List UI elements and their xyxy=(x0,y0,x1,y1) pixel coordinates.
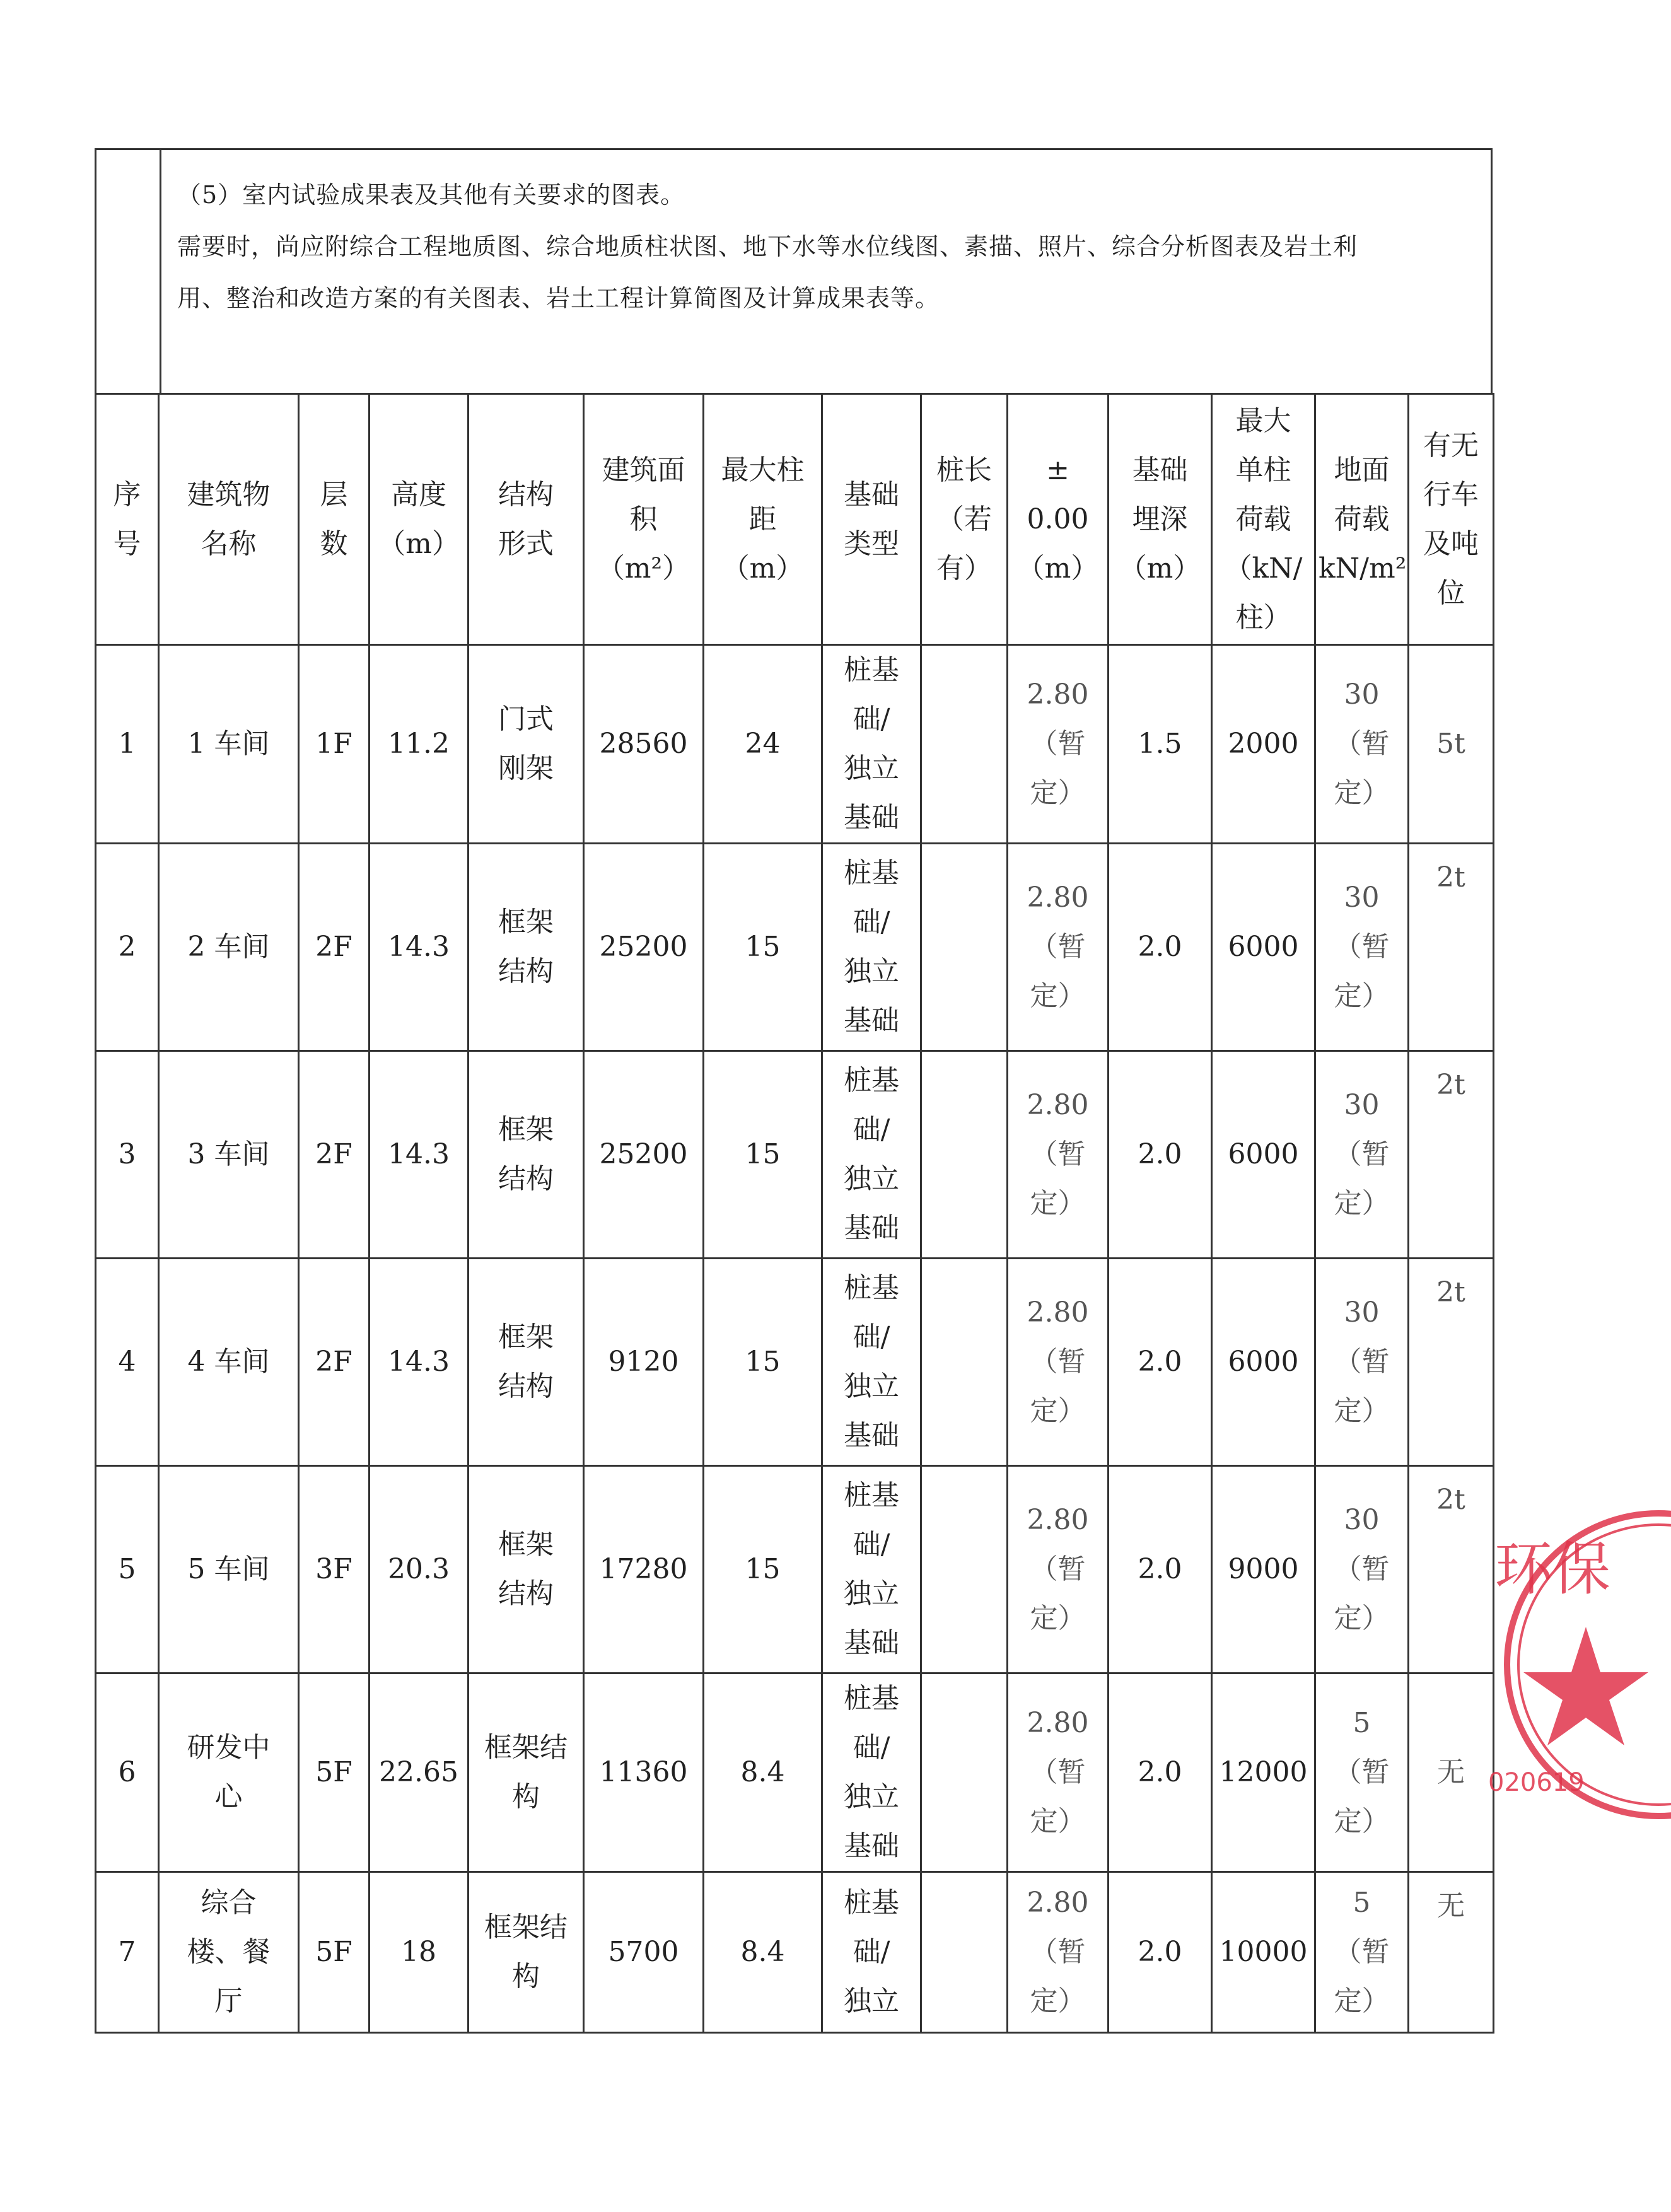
table-row xyxy=(96,844,1494,1051)
cell-line: 构 xyxy=(512,1960,540,1993)
cell-ground xyxy=(1315,1674,1409,1872)
cell-ground xyxy=(1315,1259,1409,1466)
cell-elev xyxy=(1008,1259,1109,1466)
note-line-1: （5）室内试验成果表及其他有关要求的图表。 xyxy=(177,181,685,209)
cell-line: 框架 xyxy=(498,906,554,938)
cell-depth: 2.0 xyxy=(1109,844,1212,1051)
table-header xyxy=(96,394,1494,645)
cell-line: 础/ xyxy=(853,1528,890,1561)
cell-depth: 2.0 xyxy=(1109,1872,1212,2033)
cell-line: 2 车间 xyxy=(187,931,270,963)
cell-line: （暂 xyxy=(1030,1138,1086,1170)
cell-elev xyxy=(1008,1674,1109,1872)
cell-foundation xyxy=(822,645,921,844)
cell-line: （m） xyxy=(721,552,804,585)
cell-floors: 3F xyxy=(299,1466,370,1674)
cell-line: 结构 xyxy=(498,1578,554,1610)
cell-line: （暂 xyxy=(1030,931,1086,963)
cell-line: 定） xyxy=(1030,1395,1086,1427)
cell-height: 22.65 xyxy=(370,1674,469,1872)
cell-line: 2.80 xyxy=(1027,1504,1089,1536)
table-body xyxy=(96,645,1494,2033)
cell-line: 桩基 xyxy=(844,1887,899,1919)
cell-line: 桩长 xyxy=(936,453,992,486)
cell-pile xyxy=(921,844,1008,1051)
cell-line: 础/ xyxy=(853,1321,890,1353)
cell-line: 类型 xyxy=(844,527,899,560)
cell-line: （暂 xyxy=(1334,931,1390,963)
cell-line: 框架 xyxy=(498,1321,554,1353)
cell-line: 最大 xyxy=(1235,404,1291,437)
cell-line: ± xyxy=(1046,453,1069,486)
cell-name xyxy=(159,645,299,844)
cell-no: 3 xyxy=(96,1051,159,1259)
cell-no: 1 xyxy=(96,645,159,844)
cell-line: 厅 xyxy=(214,1985,243,2017)
cell-span: 15 xyxy=(704,1466,822,1674)
cell-area: 5700 xyxy=(584,1872,704,2033)
cell-line: 30 xyxy=(1344,1089,1380,1121)
cell-structure xyxy=(469,1259,584,1466)
cell-foundation xyxy=(822,1674,921,1872)
cell-structure xyxy=(469,645,584,844)
cell-line: （暂 xyxy=(1334,1138,1390,1170)
building-spec-table xyxy=(95,393,1494,2034)
header-col-ground xyxy=(1315,394,1409,645)
cell-structure xyxy=(469,1674,584,1872)
cell-line: 建筑物 xyxy=(187,478,271,511)
header-col-load xyxy=(1212,394,1315,645)
cell-line: 定） xyxy=(1030,1187,1086,1220)
cell-span: 8.4 xyxy=(704,1674,822,1872)
cell-area: 9120 xyxy=(584,1259,704,1466)
cell-line: 荷载 xyxy=(1334,503,1390,535)
cell-line: 2.80 xyxy=(1027,1707,1089,1739)
cell-line: kN/m² xyxy=(1319,552,1407,585)
cell-line: 30 xyxy=(1344,1504,1380,1536)
cell-line: 综合 xyxy=(201,1887,257,1919)
cell-line: 积 xyxy=(629,503,658,535)
cell-line: 桩基 xyxy=(844,1064,899,1097)
cell-line: 定） xyxy=(1030,1602,1086,1634)
cell-line: 基础 xyxy=(844,1212,899,1244)
cell-foundation xyxy=(822,1872,921,2033)
cell-line: 2.80 xyxy=(1027,1089,1089,1121)
cell-line: 5 xyxy=(1353,1887,1371,1919)
cell-height: 14.3 xyxy=(370,844,469,1051)
cell-pile xyxy=(921,1674,1008,1872)
note-line-3: 用、整治和改造方案的有关图表、岩土工程计算简图及计算成果表等。 xyxy=(177,284,940,312)
cell-line: 定） xyxy=(1030,980,1086,1012)
cell-line: 最大柱 xyxy=(721,453,805,486)
cell-elev xyxy=(1008,645,1109,844)
cell-line: 有） xyxy=(936,552,992,585)
cell-crane: 2t xyxy=(1409,1051,1494,1259)
cell-line: 结构 xyxy=(498,1370,554,1402)
cell-foundation xyxy=(822,1051,921,1259)
cell-floors: 5F xyxy=(299,1674,370,1872)
cell-area: 11360 xyxy=(584,1674,704,1872)
cell-line: 独立 xyxy=(844,955,899,987)
cell-line: 及吨 xyxy=(1423,527,1479,560)
cell-line: 结构 xyxy=(498,955,554,987)
cell-line: 名称 xyxy=(201,527,257,560)
header-col-crane xyxy=(1409,394,1494,645)
cell-crane: 2t xyxy=(1409,844,1494,1051)
cell-line: 建筑面 xyxy=(602,453,685,486)
cell-line: 楼、餐 xyxy=(187,1936,271,1968)
header-col-area xyxy=(584,394,704,645)
cell-line: 30 xyxy=(1344,678,1380,711)
cell-line: 门式 xyxy=(498,703,554,735)
cell-floors: 2F xyxy=(299,1051,370,1259)
cell-pile xyxy=(921,1051,1008,1259)
cell-line: （暂 xyxy=(1030,728,1086,760)
header-col-elev xyxy=(1008,394,1109,645)
cell-area: 17280 xyxy=(584,1466,704,1674)
cell-line: 5 xyxy=(1353,1707,1371,1739)
cell-name xyxy=(159,1674,299,1872)
cell-line: （暂 xyxy=(1030,1756,1086,1788)
cell-height: 20.3 xyxy=(370,1466,469,1674)
cell-line: 桩基 xyxy=(844,1479,899,1511)
cell-line: 基础 xyxy=(844,1004,899,1037)
cell-depth: 1.5 xyxy=(1109,645,1212,844)
cell-line: 4 车间 xyxy=(187,1346,270,1378)
cell-line: 荷载 xyxy=(1235,503,1291,535)
cell-line: 定） xyxy=(1030,1805,1086,1837)
cell-line: （暂 xyxy=(1334,728,1390,760)
note-box xyxy=(95,148,1493,393)
cell-line: 2.80 xyxy=(1027,882,1089,914)
cell-elev xyxy=(1008,1466,1109,1674)
cell-line: （暂 xyxy=(1030,1346,1086,1378)
cell-line: 基础 xyxy=(844,801,899,834)
table-row xyxy=(96,1051,1494,1259)
cell-line: 定） xyxy=(1334,777,1390,809)
header-row xyxy=(96,394,1494,645)
cell-line: 单柱 xyxy=(1235,453,1291,486)
cell-line: 0.00 xyxy=(1027,503,1089,535)
cell-crane: 无 xyxy=(1409,1674,1494,1872)
cell-span: 15 xyxy=(704,1259,822,1466)
cell-load: 10000 xyxy=(1212,1872,1315,2033)
cell-line: 定） xyxy=(1030,777,1086,809)
cell-height: 11.2 xyxy=(370,645,469,844)
cell-line: 形式 xyxy=(498,527,554,560)
cell-line: 独立 xyxy=(844,752,899,784)
cell-line: 层 xyxy=(320,478,348,511)
cell-no: 4 xyxy=(96,1259,159,1466)
cell-ground xyxy=(1315,1466,1409,1674)
cell-pile xyxy=(921,1259,1008,1466)
header-col-pile xyxy=(921,394,1008,645)
cell-line: 刚架 xyxy=(498,752,554,784)
cell-line: 基础 xyxy=(844,1830,899,1862)
cell-foundation xyxy=(822,1466,921,1674)
cell-depth: 2.0 xyxy=(1109,1259,1212,1466)
header-col-no xyxy=(96,394,159,645)
cell-ground xyxy=(1315,645,1409,844)
cell-line: 础/ xyxy=(853,906,890,938)
cell-line: 定） xyxy=(1334,1602,1390,1634)
cell-structure xyxy=(469,844,584,1051)
cell-line: （若 xyxy=(936,503,992,535)
cell-structure xyxy=(469,1051,584,1259)
cell-line: （kN/ xyxy=(1224,552,1303,585)
cell-line: 结构 xyxy=(498,1163,554,1195)
cell-line: 1 车间 xyxy=(187,728,270,760)
page-frame xyxy=(95,148,1493,2034)
cell-span: 15 xyxy=(704,844,822,1051)
cell-line: 位 xyxy=(1437,576,1465,609)
cell-line: 定） xyxy=(1334,1395,1390,1427)
cell-structure xyxy=(469,1466,584,1674)
cell-height: 14.3 xyxy=(370,1259,469,1466)
cell-floors: 5F xyxy=(299,1872,370,2033)
cell-foundation xyxy=(822,1259,921,1466)
cell-line: 础/ xyxy=(853,703,890,735)
cell-depth: 2.0 xyxy=(1109,1466,1212,1674)
cell-line: 桩基 xyxy=(844,857,899,889)
table-row xyxy=(96,1466,1494,1674)
cell-no: 5 xyxy=(96,1466,159,1674)
cell-line: 独立 xyxy=(844,1578,899,1610)
cell-line: 2.80 xyxy=(1027,1887,1089,1919)
cell-line: （暂 xyxy=(1030,1553,1086,1585)
cell-line: 结构 xyxy=(498,478,554,511)
header-col-floors xyxy=(299,394,370,645)
cell-line: 定） xyxy=(1334,980,1390,1012)
cell-name xyxy=(159,1051,299,1259)
cell-pile xyxy=(921,1872,1008,2033)
cell-line: 地面 xyxy=(1334,453,1390,486)
cell-pile xyxy=(921,645,1008,844)
cell-span: 15 xyxy=(704,1051,822,1259)
cell-line: 有无 xyxy=(1423,429,1479,462)
table-row xyxy=(96,1674,1494,1872)
cell-line: 数 xyxy=(320,527,348,560)
cell-foundation xyxy=(822,844,921,1051)
cell-crane: 5t xyxy=(1409,645,1494,844)
cell-line: 基础 xyxy=(1132,453,1188,486)
cell-line: 研发中 xyxy=(187,1732,271,1764)
cell-line: 独立 xyxy=(844,1781,899,1813)
header-col-depth xyxy=(1109,394,1212,645)
cell-height: 18 xyxy=(370,1872,469,2033)
note-left-strip xyxy=(96,150,161,393)
cell-line: 30 xyxy=(1344,1296,1380,1329)
cell-line: （暂 xyxy=(1334,1756,1390,1788)
cell-line: 基础 xyxy=(844,1627,899,1659)
cell-crane: 无 xyxy=(1409,1872,1494,2033)
cell-crane: 2t xyxy=(1409,1466,1494,1674)
cell-line: （暂 xyxy=(1030,1936,1086,1968)
cell-line: 2.80 xyxy=(1027,1296,1089,1329)
cell-load: 6000 xyxy=(1212,1259,1315,1466)
cell-name xyxy=(159,1466,299,1674)
cell-ground xyxy=(1315,1872,1409,2033)
cell-line: 高度 xyxy=(391,478,446,511)
header-col-height xyxy=(370,394,469,645)
cell-line: 定） xyxy=(1030,1985,1086,2017)
cell-load: 6000 xyxy=(1212,844,1315,1051)
cell-line: 3 车间 xyxy=(187,1138,270,1170)
cell-elev xyxy=(1008,1872,1109,2033)
cell-name xyxy=(159,844,299,1051)
cell-line: 埋深 xyxy=(1132,503,1188,535)
cell-span: 8.4 xyxy=(704,1872,822,2033)
header-col-foundation xyxy=(822,394,921,645)
cell-height: 14.3 xyxy=(370,1051,469,1259)
cell-line: 2.80 xyxy=(1027,678,1089,711)
cell-line: （m） xyxy=(378,527,460,560)
cell-area: 28560 xyxy=(584,645,704,844)
stamp-text-top: 环保 xyxy=(1494,1535,1611,1603)
cell-floors: 2F xyxy=(299,1259,370,1466)
cell-line: 构 xyxy=(512,1781,540,1813)
cell-line: 号 xyxy=(113,527,141,560)
cell-ground xyxy=(1315,844,1409,1051)
table-row xyxy=(96,1259,1494,1466)
cell-line: （暂 xyxy=(1334,1936,1390,1968)
header-col-span xyxy=(704,394,822,645)
cell-no: 6 xyxy=(96,1674,159,1872)
note-line-2: 需要时，尚应附综合工程地质图、综合地质柱状图、地下水等水位线图、素描、照片、综合分析图表及岩土利 xyxy=(177,233,1358,260)
cell-ground xyxy=(1315,1051,1409,1259)
cell-load: 9000 xyxy=(1212,1466,1315,1674)
note-text xyxy=(177,169,1453,324)
cell-load: 6000 xyxy=(1212,1051,1315,1259)
cell-elev xyxy=(1008,844,1109,1051)
cell-line: 础/ xyxy=(853,1732,890,1764)
cell-line: 定） xyxy=(1334,1805,1390,1837)
cell-line: （暂 xyxy=(1334,1553,1390,1585)
header-col-structure xyxy=(469,394,584,645)
cell-line: 30 xyxy=(1344,882,1380,914)
header-col-name xyxy=(159,394,299,645)
cell-line: 基础 xyxy=(844,1419,899,1452)
cell-line: 框架 xyxy=(498,1528,554,1561)
cell-name xyxy=(159,1872,299,2033)
cell-area: 25200 xyxy=(584,844,704,1051)
cell-line: 独立 xyxy=(844,1985,899,2017)
table-row xyxy=(96,1872,1494,2033)
cell-line: 桩基 xyxy=(844,1682,899,1714)
cell-line: 独立 xyxy=(844,1163,899,1195)
cell-line: （m²） xyxy=(597,552,690,585)
cell-line: 框架 xyxy=(498,1114,554,1146)
cell-line: 框架结 xyxy=(484,1911,568,1943)
table-row xyxy=(96,645,1494,844)
cell-no: 2 xyxy=(96,844,159,1051)
cell-no: 7 xyxy=(96,1872,159,2033)
cell-floors: 2F xyxy=(299,844,370,1051)
cell-line: 桩基 xyxy=(844,654,899,686)
cell-line: 独立 xyxy=(844,1370,899,1402)
cell-line: 框架结 xyxy=(484,1732,568,1764)
cell-line: （m） xyxy=(1016,552,1099,585)
stamp-number: 020619 xyxy=(1488,1768,1585,1797)
cell-elev xyxy=(1008,1051,1109,1259)
cell-depth: 2.0 xyxy=(1109,1674,1212,1872)
cell-line: 桩基 xyxy=(844,1272,899,1304)
cell-line: 序 xyxy=(113,478,141,511)
cell-line: 基础 xyxy=(844,478,899,511)
cell-line: 础/ xyxy=(853,1114,890,1146)
cell-line: 5 车间 xyxy=(187,1553,270,1585)
cell-pile xyxy=(921,1466,1008,1674)
cell-area: 25200 xyxy=(584,1051,704,1259)
cell-load: 2000 xyxy=(1212,645,1315,844)
cell-line: 定） xyxy=(1334,1187,1390,1220)
cell-line: 础/ xyxy=(853,1936,890,1968)
cell-crane: 2t xyxy=(1409,1259,1494,1466)
cell-line: 心 xyxy=(214,1781,243,1813)
cell-line: 定） xyxy=(1334,1985,1390,2017)
cell-line: 距 xyxy=(748,503,777,535)
cell-span: 24 xyxy=(704,645,822,844)
cell-load: 12000 xyxy=(1212,1674,1315,1872)
cell-depth: 2.0 xyxy=(1109,1051,1212,1259)
cell-structure xyxy=(469,1872,584,2033)
cell-name xyxy=(159,1259,299,1466)
red-seal-stamp xyxy=(1469,1507,1671,1835)
cell-line: （m） xyxy=(1119,552,1201,585)
cell-floors: 1F xyxy=(299,645,370,844)
cell-line: 柱） xyxy=(1235,601,1291,634)
cell-line: （暂 xyxy=(1334,1346,1390,1378)
cell-line: 行车 xyxy=(1423,478,1479,511)
